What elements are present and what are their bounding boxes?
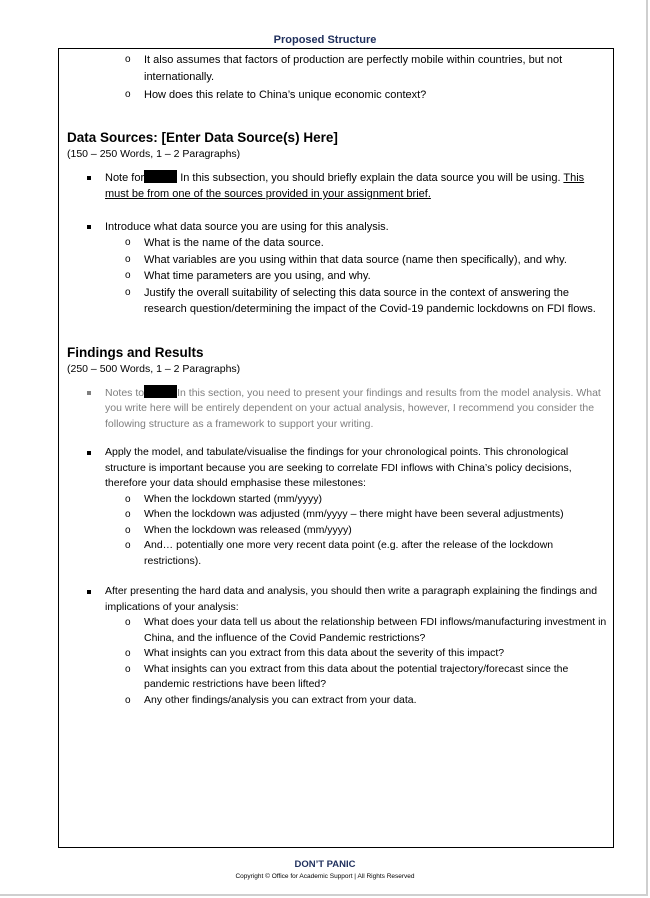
findings-after: After presenting the hard data and analysis, you should then write a paragraph explaining the findings and implications of your analysis: bbox=[67, 584, 607, 615]
footer-title: DON’T PANIC bbox=[294, 859, 356, 870]
document-body bbox=[67, 52, 607, 708]
list-item: o Any other findings/analysis you can extract from your data. bbox=[67, 693, 607, 709]
square-bullet-icon bbox=[87, 176, 91, 180]
list-item: o Justify the overall suitability of selecting this data source in the context of answering the research question/determining the impact of the Covid-19 pandemic lockdowns on FDI flows. bbox=[125, 286, 596, 315]
data-sources-note: Note for In this subsection, you should briefly explain the data source you will be using. This must be from one of the sources provided in your assignment brief. bbox=[67, 170, 607, 203]
hollow-bullet-icon: o bbox=[125, 540, 131, 551]
list-item: o How does this relate to China’s unique economic context? bbox=[67, 87, 607, 104]
hollow-bullet-icon: o bbox=[125, 270, 131, 281]
square-bullet-icon bbox=[87, 391, 91, 395]
redacted-name-box bbox=[144, 170, 177, 183]
findings-apply: Apply the model, and tabulate/visualise the findings for your chronological points. This chronological structure is important because you are seeking to correlate FDI inflows with China’s policy decisions, therefore your data should emphasise these milestones: bbox=[67, 445, 607, 492]
page-header-title: Proposed Structure bbox=[273, 34, 377, 46]
hollow-bullet-icon: o bbox=[125, 493, 131, 505]
hollow-bullet-icon: o bbox=[125, 524, 131, 536]
findings-word-count: (250 – 500 Words, 1 – 2 Paragraphs) bbox=[67, 362, 241, 375]
list-item: o What insights can you extract from this data about the severity of this impact? bbox=[67, 646, 607, 662]
hollow-bullet-icon: o bbox=[125, 663, 131, 675]
milestone-list bbox=[67, 492, 607, 570]
list-item: o What does your data tell us about the relationship between FDI inflows/manufacturing investment in China, and the influence of the Covid Pandemic restrictions? bbox=[125, 616, 607, 644]
hollow-bullet-icon: o bbox=[125, 617, 131, 628]
square-bullet-icon bbox=[87, 451, 91, 455]
data-sources-word-count: (150 – 250 Words, 1 – 2 Paragraphs) bbox=[67, 147, 241, 160]
question-list bbox=[67, 615, 607, 708]
list-item: o When the lockdown started (mm/yyyy) bbox=[67, 492, 607, 508]
list-item: o When the lockdown was released (mm/yyyy) bbox=[67, 523, 607, 539]
findings-heading: Findings and Results bbox=[67, 344, 204, 360]
list-item: o What time parameters are you using, and why. bbox=[67, 268, 607, 285]
hollow-bullet-icon: o bbox=[125, 648, 131, 659]
data-sources-heading: Data Sources: [Enter Data Source(s) Here] bbox=[67, 129, 338, 145]
square-bullet-icon bbox=[87, 225, 91, 229]
footer-copyright: Copyright © Office for Academic Support | All Rights Reserved bbox=[235, 873, 415, 880]
list-item: o What variables are you using within that data source (name then specifically), and why. bbox=[67, 252, 607, 269]
findings-note: Notes to In this section, you need to present your findings and results from the model analysis. What you write here will be entirely dependent on your actual analysis, however, I recommend you consider the following structure as a framework to support your writing. bbox=[67, 385, 607, 433]
hollow-bullet-icon: o bbox=[125, 509, 131, 520]
list-item: o And… potentially one more very recent data point (e.g. after the release of the lockdown restrictions). bbox=[125, 539, 554, 567]
list-item: o What is the name of the data source. bbox=[67, 235, 607, 252]
list-item: o What insights can you extract from this data about the potential trajectory/forecast since the pandemic restrictions have been lifted? bbox=[125, 662, 569, 690]
redacted-name-box bbox=[144, 385, 177, 398]
list-item: o It also assumes that factors of production are perfectly mobile within countries, but not internationally. bbox=[125, 54, 563, 83]
hollow-bullet-icon: o bbox=[125, 89, 131, 100]
hollow-bullet-icon: o bbox=[125, 694, 131, 706]
hollow-bullet-icon: o bbox=[125, 253, 131, 265]
square-bullet-icon bbox=[87, 590, 91, 594]
hollow-bullet-icon: o bbox=[125, 237, 131, 248]
hollow-bullet-icon: o bbox=[125, 54, 131, 65]
data-sources-intro: Introduce what data source you are using for this analysis. bbox=[67, 219, 607, 236]
hollow-bullet-icon: o bbox=[125, 286, 131, 298]
list-item: o When the lockdown was adjusted (mm/yyyy – there might have been several adjustments) bbox=[67, 507, 607, 523]
